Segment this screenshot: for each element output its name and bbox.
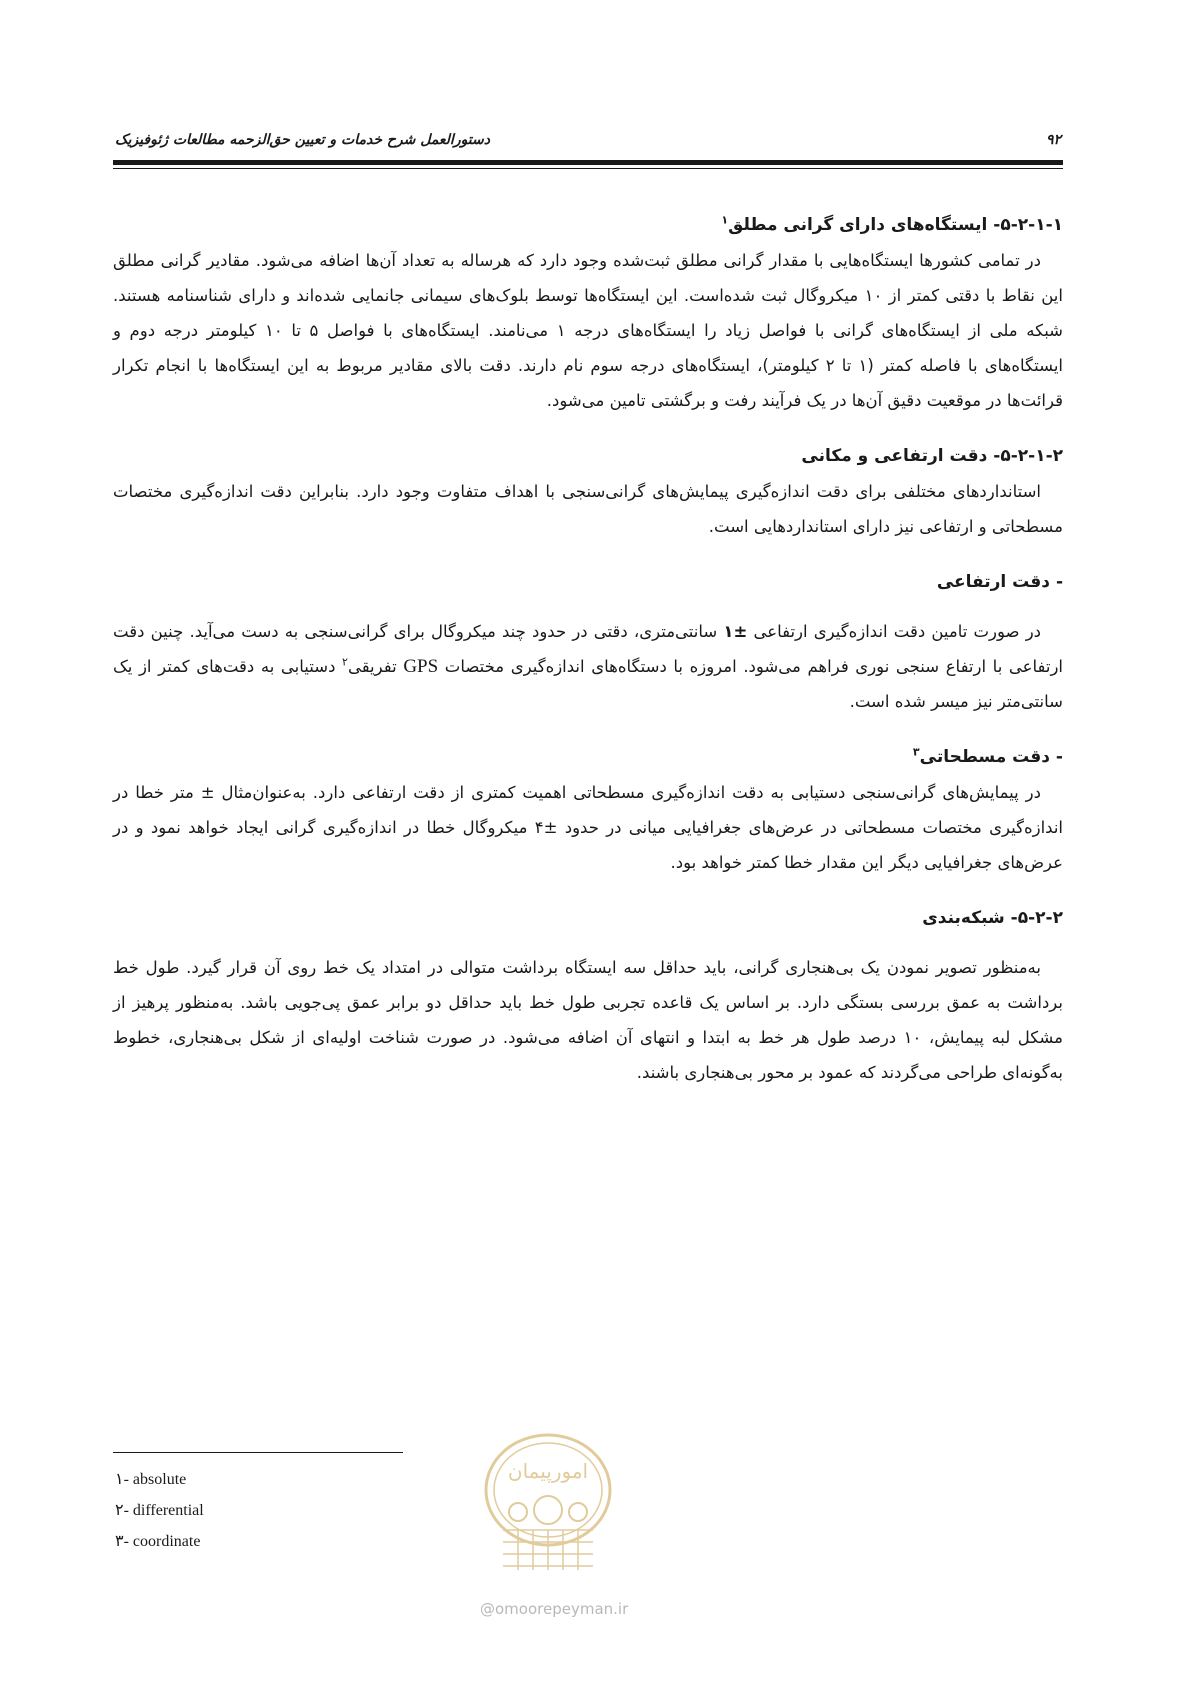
seal-text: امورپیمان <box>507 1459 589 1483</box>
footnotes <box>115 1464 515 1557</box>
subheading-height-accuracy: - دقت ارتفاعی <box>936 572 1063 592</box>
footnote-ref-3: ۳ <box>912 745 920 759</box>
paragraph-standards: استانداردهای مختلفی برای دقت اندازه‌گیری پیمایش‌های گرانی‌سنجی با اهداف متفاوت وجود دارد. بنابراین دقت اندازه‌گیری مختصات مسطحاتی و ارتفاعی نیز دارای استانداردهایی است. <box>113 482 1063 536</box>
footnote-1: ۱- absolute <box>115 1471 187 1488</box>
watermark-url: @omoorepeyman.ir <box>480 1600 629 1618</box>
paragraph-gridding: به‌منظور تصویر نمودن یک بی‌هنجاری گرانی، باید حداقل سه ایستگاه برداشت متوالی در امتداد یک خط روی آن قرار گیرد. طول خط برداشت به عمق بررسی بستگی دارد. بر اساس یک قاعده تجربی طول خط باید حداقل دو برابر عمق پی‌جویی باشد. به‌منظور پرهیز از مشکل لبه پیمایش، ۱۰ درصد طول هر خط به ابتدا و انتهای آن اضافه می‌شود. در صورت شناخت اولیه‌ای از شکل بی‌هنجاری، خطوط به‌گونه‌ای طراحی می‌گردند که عمود بر محور بی‌هنجاری باشند. <box>113 958 1063 1082</box>
section-heading-absolute-gravity <box>113 208 1063 243</box>
footnote-ref-2: ۲ <box>342 655 348 669</box>
page-header <box>115 132 1061 152</box>
header-rule-thin <box>113 168 1063 169</box>
header-title: دستورالعمل شرح خدمات و تعیین حق‌الزحمه مطالعات ژئوفیزیک <box>115 132 490 148</box>
main-content <box>113 208 1063 1090</box>
paragraph-absolute-gravity: در تمامی کشورها ایستگاه‌هایی با مقدار گرانی مطلق ثبت‌شده وجود دارد که هرساله به تعداد آن‌ها اضافه می‌شود. مقادیر گرانی مطلق این نقاط با دقتی کمتر از ۱۰ میکروگال ثبت شده‌است. این ایستگاه‌ها توسط بلوک‌های سیمانی جانمایی شده‌اند و دارای شناسنامه هستند. شبکه ملی از ایستگاه‌های گرانی با فواصل زیاد را ایستگاه‌های درجه ۱ می‌نامند. ایستگاه‌های با فواصل ۵ تا ۱۰ کیلومتر درجه دوم و ایستگاه‌های با فاصله کمتر (۱ تا ۲ کیلومتر)، ایستگاه‌های درجه سوم نام دارند. دقت بالای مقادیر مربوط به این ایستگاه‌ها با انجام تکرار قرائت‌ها در موقعیت دقیق آن‌ها در یک فرآیند رفت و برگشتی تامین می‌شود. <box>113 251 1063 410</box>
text-part: دستیابی به دقت‌های کمتر از یک سانتی‌متر نیز میسر شده است. <box>113 657 1063 711</box>
section-heading-gridding: ۵-۲-۲- شبکه‌بندی <box>922 908 1063 928</box>
text-part: سانتی‌متری، دقتی در حدود چند میکروگال برای گرانی‌سنجی به دست می‌آید. چنین دقت ارتفاعی با ارتفاع سنجی نوری فراهم می‌شود. امروزه با دستگاه‌های اندازه‌گیری مختصات <box>113 622 1064 676</box>
footnote-ref-1: ۱ <box>721 213 729 227</box>
subheading-planimetric-accuracy <box>113 740 1063 775</box>
text-part: تفریقی <box>347 657 397 676</box>
footnote-separator <box>113 1452 403 1453</box>
paragraph-planimetric-accuracy: در پیمایش‌های گرانی‌سنجی دستیابی به دقت اندازه‌گیری مسطحاتی اهمیت کمتری از دقت ارتفاعی دارد. به‌عنوان‌مثال ± متر خطا در اندازه‌گیری مختصات مسطحاتی در عرض‌های جغرافیایی میانی در حدود ±۴ میکروگال خطا در اندازه‌گیری گرانی ایجاد خواهد نمود و در عرض‌های جغرافیایی دیگر این مقدار خطا کمتر خواهد بود. <box>113 783 1063 872</box>
text-part: در صورت تامین دقت اندازه‌گیری ارتفاعی <box>753 622 1042 641</box>
plus-minus-value: ±۱ <box>723 622 748 641</box>
header-rule-thick <box>113 160 1063 165</box>
watermark-seal-logo <box>478 1430 618 1580</box>
footnote-2: ۲- differential <box>115 1502 204 1519</box>
heading-text: ۵-۲-۱-۱- ایستگاه‌های دارای گرانی مطلق <box>728 215 1063 235</box>
footnote-3: ۳- coordinate <box>115 1533 201 1550</box>
gps-term: GPS <box>403 656 439 677</box>
heading-text: - دقت مسطحاتی <box>919 747 1063 767</box>
paragraph-height-accuracy <box>113 614 1063 719</box>
section-heading-height-position-accuracy: ۵-۲-۱-۲- دقت ارتفاعی و مکانی <box>801 446 1063 466</box>
page-number: ۹۲ <box>1045 132 1061 148</box>
